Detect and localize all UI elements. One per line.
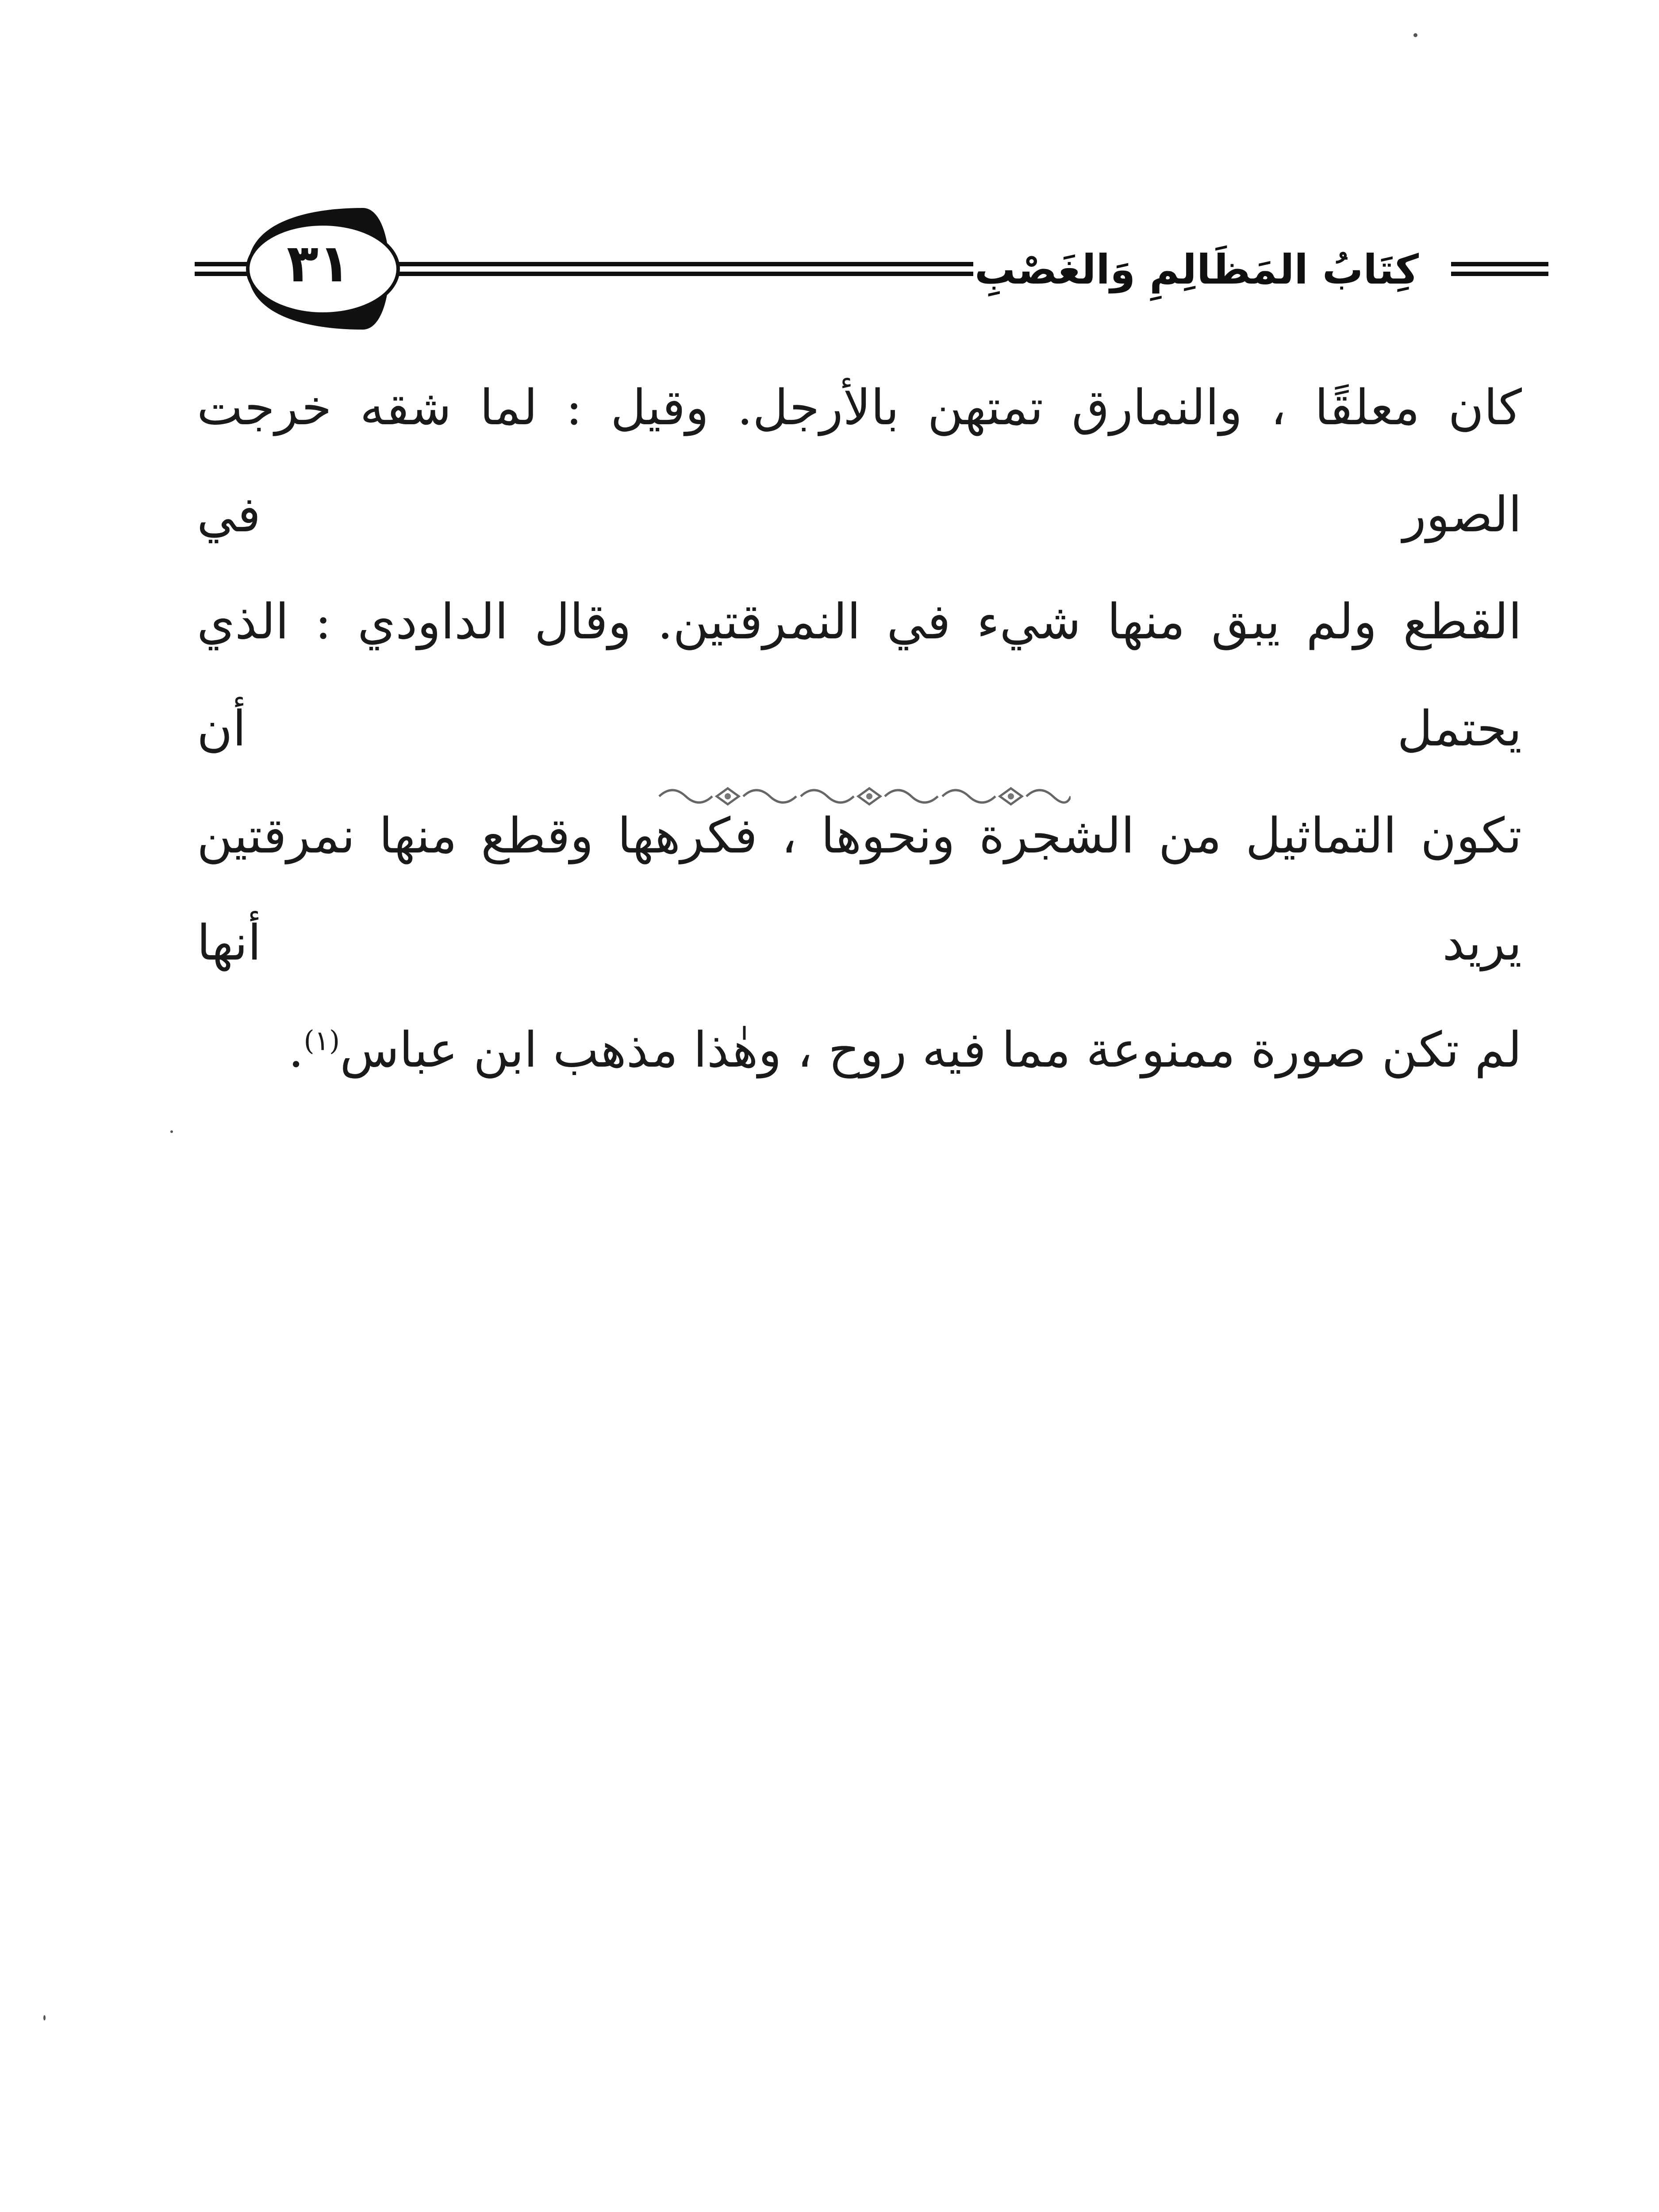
text-line-last [197,996,1522,1103]
footnote-reference: (١) [303,1024,340,1057]
text-line: القطع ولم يبق منها شيء في النمرقتين. وقال الداودي : الذي يحتمل أن [197,593,1522,757]
header-rule-ornament [0,0,1659,398]
main-text [197,354,1522,1103]
text-line: تكون التماثيل من الشجرة ونحوها ، فكرهها وقطع منها نمرقتين يريد أنها [197,807,1522,971]
text-line-content: لم تكن صورة ممنوعة مما فيه روح ، وهٰذا مذهب ابن عباس [340,1022,1522,1078]
end-punctuation: . [288,1022,304,1078]
section-divider-ornament [655,779,1071,814]
text-line: كان معلقًا ، والنمارق تمتهن بالأرجل. وقيل : لما شقه خرجت الصور في [197,379,1522,543]
scan-speck [170,1130,173,1133]
page-number: ٣١ [286,233,351,294]
scan-speck [1413,33,1417,37]
scan-speck [43,2015,46,2020]
page-header [0,0,1659,398]
book-title: كِتَابُ المَظَالِمِ وَالغَصْبِ [973,239,1420,301]
